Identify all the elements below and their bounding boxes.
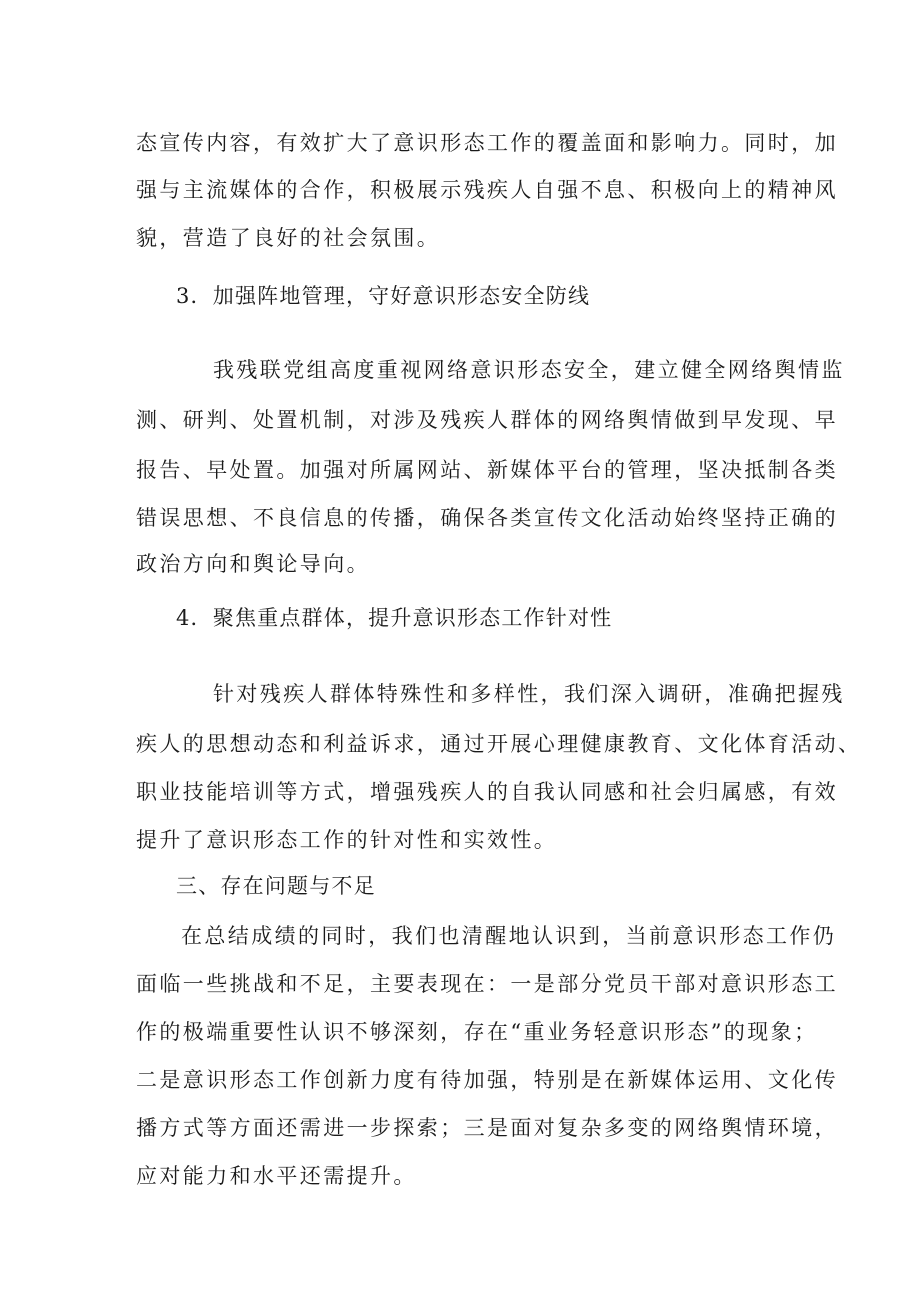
section-heading-3: 3．加强阵地管理，守好意识形态安全防线	[176, 284, 591, 308]
paragraph-line: 报告、早处置。加强对所属网站、新媒体平台的管理，坚决抵制各类	[136, 458, 838, 482]
paragraph-line: 强与主流媒体的合作，积极展示残疾人自强不息、积极向上的精神风	[136, 178, 838, 202]
paragraph-line: 应对能力和水平还需提升。	[136, 1164, 417, 1188]
paragraph-line: 针对残疾人群体特殊性和多样性，我们深入调研，准确把握残	[213, 682, 845, 706]
section-heading-4: 4．聚焦重点群体，提升意识形态工作针对性	[176, 606, 613, 630]
paragraph-line: 在总结成绩的同时，我们也清醒地认识到，当前意识形态工作仍	[181, 924, 837, 948]
paragraph-line: 态宣传内容，有效扩大了意识形态工作的覆盖面和影响力。同时，加	[136, 131, 838, 155]
paragraph-line: 面临一些挑战和不足，主要表现在：一是部分党员干部对意识形态工	[136, 972, 838, 996]
paragraph-line: 测、研判、处置机制，对涉及残疾人群体的网络舆情做到早发现、早	[136, 408, 838, 432]
paragraph-line: 貌，营造了良好的社会氛围。	[136, 226, 441, 250]
paragraph-line: 疾人的思想动态和利益诉求，通过开展心理健康教育、文化体育活动、	[136, 732, 862, 756]
paragraph-line: 作的极端重要性认识不够深刻，存在“重业务轻意识形态”的现象；	[136, 1020, 818, 1044]
paragraph-line: 我残联党组高度重视网络意识形态安全，建立健全网络舆情监	[213, 358, 845, 382]
paragraph-line: 政治方向和舆论导向。	[136, 552, 370, 576]
paragraph-line: 二是意识形态工作创新力度有待加强，特别是在新媒体运用、文化传	[136, 1068, 838, 1092]
paragraph-line: 提升了意识形态工作的针对性和实效性。	[136, 828, 558, 852]
section-heading-problems: 三、存在问题与不足	[176, 874, 376, 898]
paragraph-line: 播方式等方面还需进一步探索；三是面对复杂多变的网络舆情环境，	[136, 1116, 838, 1140]
paragraph-line: 职业技能培训等方式，增强残疾人的自我认同感和社会归属感，有效	[136, 780, 838, 804]
paragraph-line: 错误思想、不良信息的传播，确保各类宣传文化活动始终坚持正确的	[136, 506, 838, 530]
